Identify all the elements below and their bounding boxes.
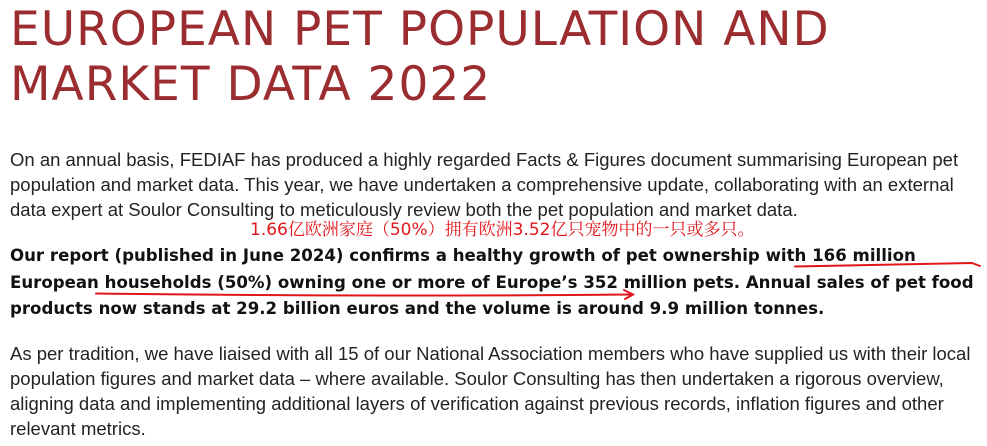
highlighted-key-figure: 166 million European households (50%) owning one or more of Europe’s 352 million pets	[10, 246, 916, 292]
page-title-line2: MARKET DATA 2022	[10, 57, 492, 112]
intro-paragraph: On an annual basis, FEDIAF has produced a highly regarded Facts & Figures document summarising European pet population and market data. This year, we have undertaken a comprehensive update, collaborating with an external data expert at Soulor Consulting to meticulously review both the pet population and market data.	[10, 149, 959, 220]
page-title-line1: EUROPEAN PET POPULATION AND	[10, 2, 830, 57]
report-summary-text-end: . Annual sales of pet food products now stands at 29.2 billion euros and the volume is around 9.9 million tonnes.	[10, 272, 974, 318]
report-summary-paragraph	[10, 243, 985, 323]
chinese-annotation: 1.66亿欧洲家庭（50%）拥有欧洲3.52亿只宠物中的一只或多只。	[250, 220, 755, 240]
tradition-paragraph: As per tradition, we have liaised with all 15 of our National Association members who have supplied us with their local population figures and market data – where available. Soulor Consulting has then undertaken a rigorous overview, aligning data and implementing additional layers of verification against previous records, inflation figures and other relevant metrics.	[10, 343, 971, 439]
report-summary-text-start: Our report (published in June 2024) confirms a healthy growth of pet ownership with	[10, 246, 813, 265]
page-title	[10, 2, 980, 112]
